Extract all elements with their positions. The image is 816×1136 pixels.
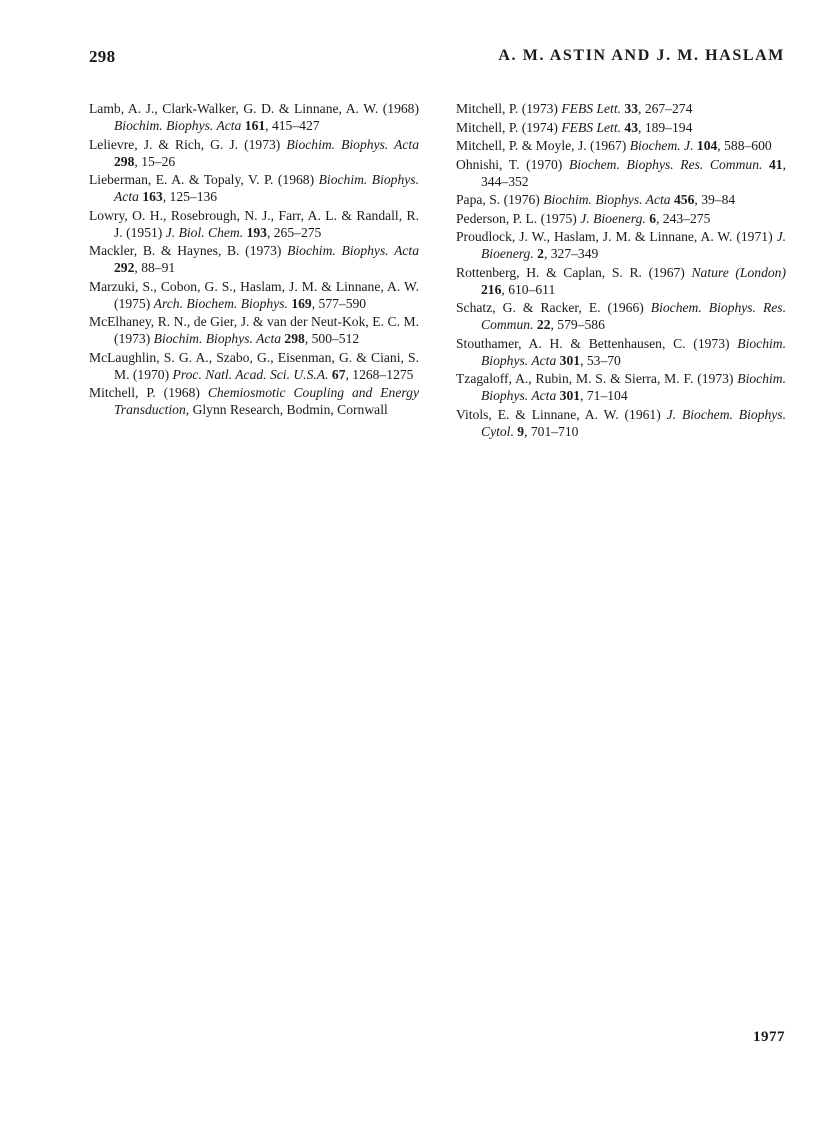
reference-entry: Stouthamer, A. H. & Bettenhausen, C. (1973) Biochim. Biophys. Acta 301, 53–70 (456, 335, 786, 368)
reference-entry: Mitchell, P. (1973) FEBS Lett. 33, 267–274 (456, 101, 693, 116)
references-right-column (456, 100, 786, 441)
page-header (89, 47, 785, 71)
reference-entry: Lelievre, J. & Rich, G. J. (1973) Biochim. Biophys. Acta 298, 15–26 (89, 136, 419, 169)
reference-entry: McLaughlin, S. G. A., Szabo, G., Eisenman, G. & Ciani, S. M. (1970) Proc. Natl. Acad. Sci. U.S.A. 67, 1268–1275 (89, 349, 419, 382)
reference-entry: Vitols, E. & Linnane, A. W. (1961) J. Biochem. Biophys. Cytol. 9, 701–710 (456, 406, 786, 439)
reference-entry: Mitchell, P. (1968) Chemiosmotic Coupling and Energy Transduction, Glynn Research, Bodmin, Cornwall (89, 385, 419, 417)
references-left-column (89, 100, 419, 420)
reference-entry: Mitchell, P. & Moyle, J. (1967) Biochem. J. 104, 588–600 (456, 138, 772, 153)
reference-entry: Tzagaloff, A., Rubin, M. S. & Sierra, M. F. (1973) Biochim. Biophys. Acta 301, 71–104 (456, 371, 786, 403)
page-number: 298 (89, 47, 116, 66)
reference-entry: Lowry, O. H., Rosebrough, N. J., Farr, A. L. & Randall, R. J. (1951) J. Biol. Chem. 193, 265–275 (89, 207, 419, 240)
reference-entry: Lamb, A. J., Clark-Walker, G. D. & Linnane, A. W. (1968) Biochim. Biophys. Acta 161, 415–427 (89, 101, 419, 133)
reference-entry: Mackler, B. & Haynes, B. (1973) Biochim. Biophys. Acta 292, 88–91 (89, 243, 419, 275)
reference-entry: Lieberman, E. A. & Topaly, V. P. (1968) Biochim. Biophys. Acta 163, 125–136 (89, 172, 419, 204)
footer-year: 1977 (753, 1029, 785, 1045)
running-head: A. M. ASTIN AND J. M. HASLAM (498, 47, 785, 64)
reference-entry: Mitchell, P. (1974) FEBS Lett. 43, 189–194 (456, 119, 693, 135)
reference-entry: Rottenberg, H. & Caplan, S. R. (1967) Nature (London) 216, 610–611 (456, 264, 786, 297)
reference-entry: Ohnishi, T. (1970) Biochem. Biophys. Res. Commun. 41, 344–352 (456, 156, 786, 189)
reference-entry: Marzuki, S., Cobon, G. S., Haslam, J. M. & Linnane, A. W. (1975) Arch. Biochem. Biophys. 169, 577–590 (89, 278, 419, 311)
reference-entry: Pederson, P. L. (1975) J. Bioenerg. 6, 243–275 (456, 210, 711, 226)
reference-entry: Papa, S. (1976) Biochim. Biophys. Acta 456, 39–84 (456, 192, 736, 207)
reference-entry: Proudlock, J. W., Haslam, J. M. & Linnane, A. W. (1971) J. Bioenerg. 2, 327–349 (456, 229, 786, 261)
reference-entry: McElhaney, R. N., de Gier, J. & van der Neut-Kok, E. C. M. (1973) Biochim. Biophys. Acta 298, 500–512 (89, 314, 419, 346)
reference-entry: Schatz, G. & Racker, E. (1966) Biochem. Biophys. Res. Commun. 22, 579–586 (456, 300, 786, 332)
